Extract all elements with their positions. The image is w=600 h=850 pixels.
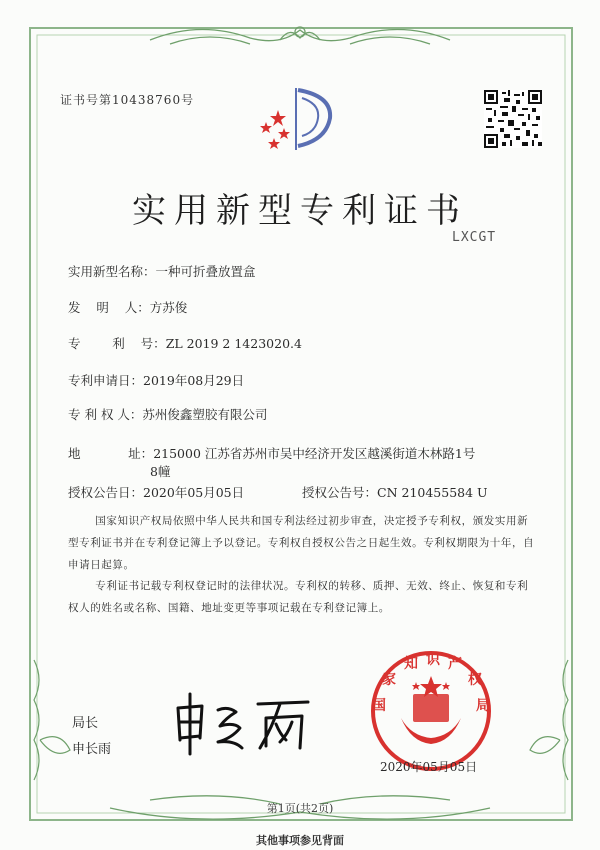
- body-paragraph-2: 专利证书记载专利权登记时的法律状况。专利权的转移、质押、无效、终止、恢复和专利权人的姓名或名称、国籍、地址变更等事项记载在专利登记簿上。: [68, 580, 529, 614]
- field-inventor: [68, 298, 187, 316]
- patent-number-label: 专 利 号：: [68, 336, 166, 351]
- grant-number-value: CN 210455584 U: [377, 485, 488, 500]
- field-patentee: [68, 405, 267, 423]
- grant-number-label: 授权公告号：: [302, 485, 378, 500]
- certificate-number: 证书号第10438760号: [60, 93, 195, 107]
- certificate-title: 实用新型专利证书: [132, 191, 468, 231]
- seal-char-3: 知: [404, 656, 418, 672]
- field-grant-date: [68, 483, 244, 501]
- official-seal: [356, 648, 506, 774]
- address-value-line1: 215000 江苏省苏州市吴中经济开发区越溪街道木林路1号: [153, 446, 476, 461]
- grant-date-label: 授权公告日：: [68, 485, 144, 500]
- director-title: 局长: [72, 716, 99, 731]
- patent-office-emblem: [258, 82, 334, 158]
- page-number: 第1页(共2页): [266, 802, 334, 815]
- grant-date-value: 2020年05月05日: [143, 485, 245, 500]
- director-name: 申长雨: [72, 742, 112, 757]
- footer-note: 其他事项参见背面: [256, 834, 344, 847]
- seal-char-1: 国: [372, 698, 386, 714]
- seal-char-5: 产: [448, 656, 462, 672]
- patent-number-value: ZL 2019 2 1423020.4: [165, 336, 302, 351]
- field-address: [68, 444, 475, 462]
- filing-date-label: 专利申请日：: [68, 373, 144, 388]
- utility-name-label: 实用新型名称：: [68, 264, 156, 279]
- body-paragraph-1: 国家知识产权局依照中华人民共和国专利法经过初步审查，决定授予专利权，颁发实用新型专利证书并在专利登记簿上予以登记。专利权自授权公告之日起生效。专利权期限为十年，自申请日起算。: [68, 515, 535, 571]
- field-grant-number: [302, 483, 488, 501]
- address-label: 地 址：: [68, 446, 154, 461]
- qr-code: [484, 90, 542, 148]
- seal-char-7: 局: [476, 698, 490, 714]
- seal-char-6: 权: [468, 672, 482, 688]
- field-utility-name: [68, 262, 256, 280]
- inventor-value: 方苏俊: [149, 300, 188, 315]
- patentee-label: 专 利 权 人：: [68, 407, 143, 422]
- field-patent-number: [68, 334, 302, 352]
- handwritten-signature: [168, 688, 318, 758]
- filing-date-value: 2019年08月29日: [143, 373, 245, 388]
- address-value-line2: 8幢: [150, 464, 171, 479]
- seal-char-4: 识: [426, 652, 440, 668]
- field-filing-date: [68, 371, 244, 389]
- inventor-label: 发 明 人：: [68, 300, 150, 315]
- seal-char-2: 家: [382, 672, 396, 688]
- patentee-value: 苏州俊鑫塑胶有限公司: [142, 407, 268, 422]
- seal-date: 2020年05月05日: [380, 760, 478, 774]
- handwritten-note: LXCGT: [452, 230, 497, 245]
- utility-name-value: 一种可折叠放置盒: [155, 264, 256, 279]
